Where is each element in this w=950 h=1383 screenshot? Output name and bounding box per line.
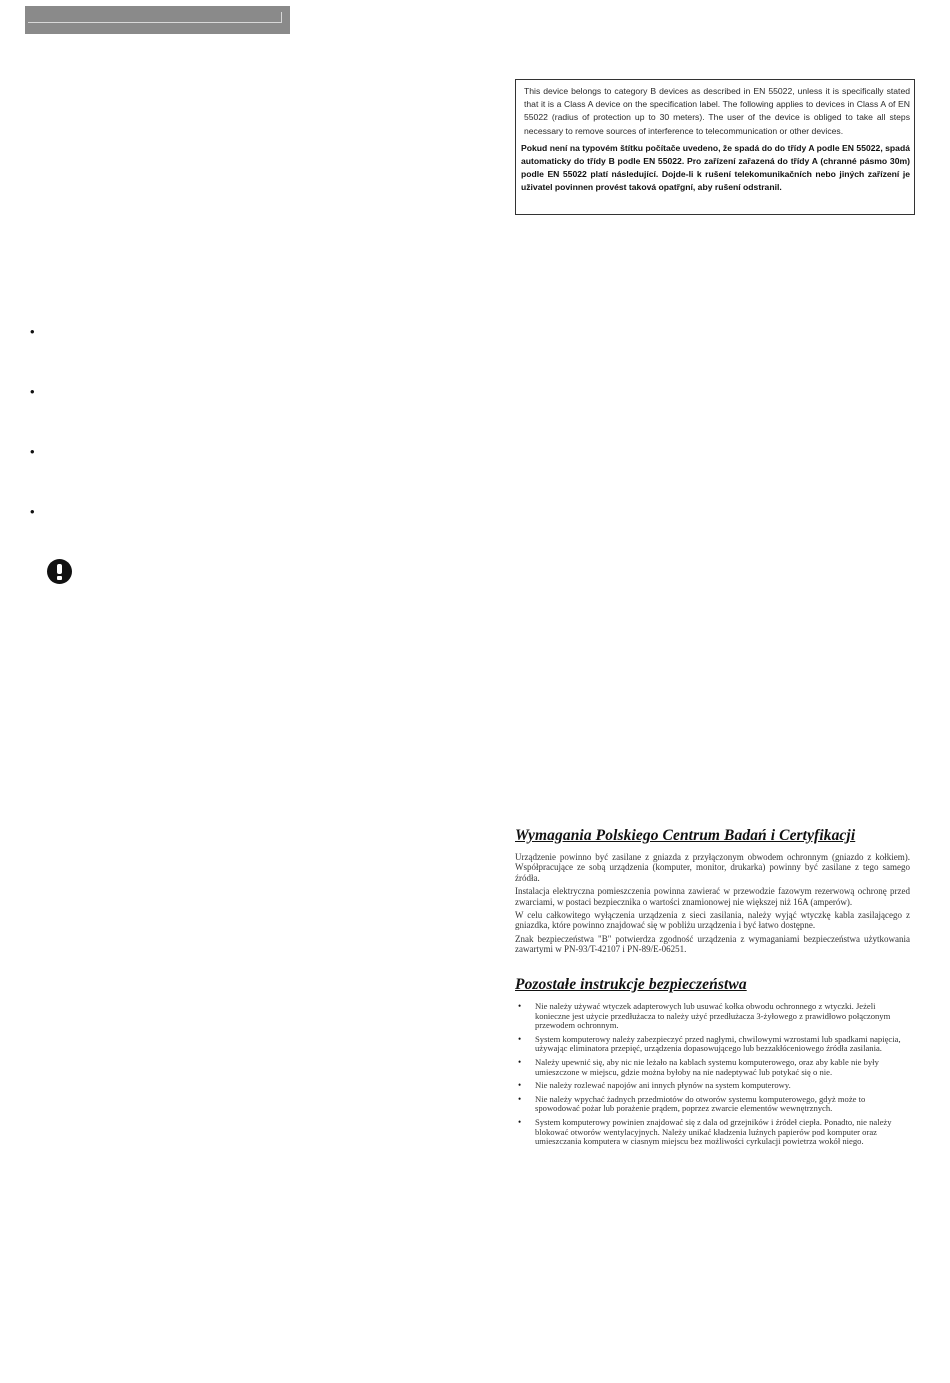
list-item-text: Nie należy używać wtyczek adapterowych lub usuwać kołka obwodu ochronnego z wtyczki. Jeżeli konieczne jest użycie przedłużacza to należy użyć przedłużacza 3-żyłowego z prawidłowo połączonym przewodem ochronnym. bbox=[535, 1001, 891, 1031]
bullet-point: • bbox=[30, 444, 35, 459]
list-item bbox=[515, 1118, 910, 1147]
pcbc-requirements-section bbox=[515, 827, 910, 955]
list-item-text: Nie należy rozlewać napojów ani innych płynów na system komputerowy. bbox=[535, 1080, 791, 1091]
list-item-text: System komputerowy powinien znajdować się z dala od grzejników i źródeł ciepła. Ponadto, nie należy blokować otworów wentylacyjnych. Należy unikać kładzenia luźnych papierów pod komputer oraz umieszczania komputera w ciasnym miejscu bez możliwości cyrkulacji powietrza wokół niego. bbox=[535, 1116, 892, 1147]
list-bullet: • bbox=[518, 1093, 522, 1104]
list-item bbox=[515, 1035, 910, 1054]
pcbc-paragraph: W celu całkowitego wyłączenia urządzenia z sieci zasilania, należy wyjąć wtyczkę kabla zasilającego z gniazdka, które powinno znajdować się w pobliżu urządzenia i być łatwo dostępne. bbox=[515, 910, 910, 931]
list-bullet: • bbox=[518, 1001, 522, 1011]
bullet-point: • bbox=[30, 504, 35, 519]
other-safety-heading: Pozostałe instrukcje bezpieczeństwa bbox=[515, 976, 747, 993]
bullet-point: • bbox=[30, 324, 35, 339]
list-bullet: • bbox=[518, 1080, 522, 1091]
pcbc-paragraph: Znak bezpieczeństwa "B" potwierdza zgodność urządzenia z wymaganiami bezpieczeństwa użytkowania zawartymi w PN-93/T-42107 i PN-89/E-06251. bbox=[515, 933, 910, 955]
list-item bbox=[515, 1081, 910, 1091]
other-safety-list bbox=[515, 1002, 910, 1147]
exclamation-circle-icon bbox=[47, 559, 72, 584]
header-bar-rule bbox=[28, 22, 282, 23]
list-item bbox=[515, 1095, 910, 1114]
pcbc-paragraph: Urządzenie powinno być zasilane z gniazda z przyłączonym obwodem ochronnym (gniazdo z kołkiem). Współpracujące ze sobą urządzenia (komputer, monitor, drukarka) powinny być zasilane z tego samego źródła. bbox=[515, 852, 910, 883]
pcbc-paragraph: Instalacja elektryczna pomieszczenia powinna zawierać w przewodzie fazowym rezerwową ochronę przed zwarciami, w postaci bezpiecznika o wartości znamionowej nie większej niż 16A (amperów). bbox=[515, 886, 910, 907]
list-item bbox=[515, 1058, 910, 1077]
emc-notice-english: This device belongs to category B devices as described in EN 55022, unless it is specifically stated that it is a Class A device on the specification label. The following applies to devices in Class A of EN 55022 (radius of protection up to 30 meters). The user of the device is obliged to take all steps necessary to remove sources of interference to telecommunication or other devices. bbox=[524, 86, 910, 136]
list-bullet: • bbox=[518, 1056, 522, 1067]
header-bar-tick bbox=[281, 12, 282, 23]
list-bullet: • bbox=[518, 1116, 522, 1127]
list-item bbox=[515, 1002, 910, 1031]
header-bar bbox=[25, 6, 290, 34]
list-item-text: System komputerowy należy zabezpieczyć przed nagłymi, chwilowymi wzrostami lub spadkami napięcia, używając eliminatora przepięć, urządzenia dopasowującego lub bezzakłóceniowego źródła zasilania. bbox=[535, 1033, 901, 1054]
list-item-text: Nie należy wpychać żadnych przedmiotów do otworów systemu komputerowego, gdyż może to spowodować pożar lub porażenie prądem, poprzez zwarcie elementów wewnętrznych. bbox=[535, 1093, 866, 1114]
pcbc-heading: Wymagania Polskiego Centrum Badań i Certyfikacji bbox=[515, 827, 856, 844]
other-safety-section bbox=[515, 976, 910, 1151]
bullet-point: • bbox=[30, 384, 35, 399]
list-item-text: Należy upewnić się, aby nic nie leżało na kablach systemu komputerowego, oraz aby kable nie były umieszczone w miejscu, gdzie można byłoby na nie nadeptywać lub potykać się o nie. bbox=[535, 1056, 879, 1077]
emc-notice-box bbox=[515, 79, 915, 215]
list-bullet: • bbox=[518, 1033, 522, 1044]
emc-notice-czech: Pokud není na typovém štítku počítače uvedeno, že spadá do do třídy A podle EN 55022, spadá automaticky do třídy B podle EN 55022. Pro zařízení zařazená do třídy A (chranné pásmo 30m) podle EN 55022 platí následující. Dojde-li k rušení telekomunikačních nebo jiných zařízení je uživatel povinnen provést taková opatřgní, aby rušení odstranil. bbox=[521, 142, 910, 193]
